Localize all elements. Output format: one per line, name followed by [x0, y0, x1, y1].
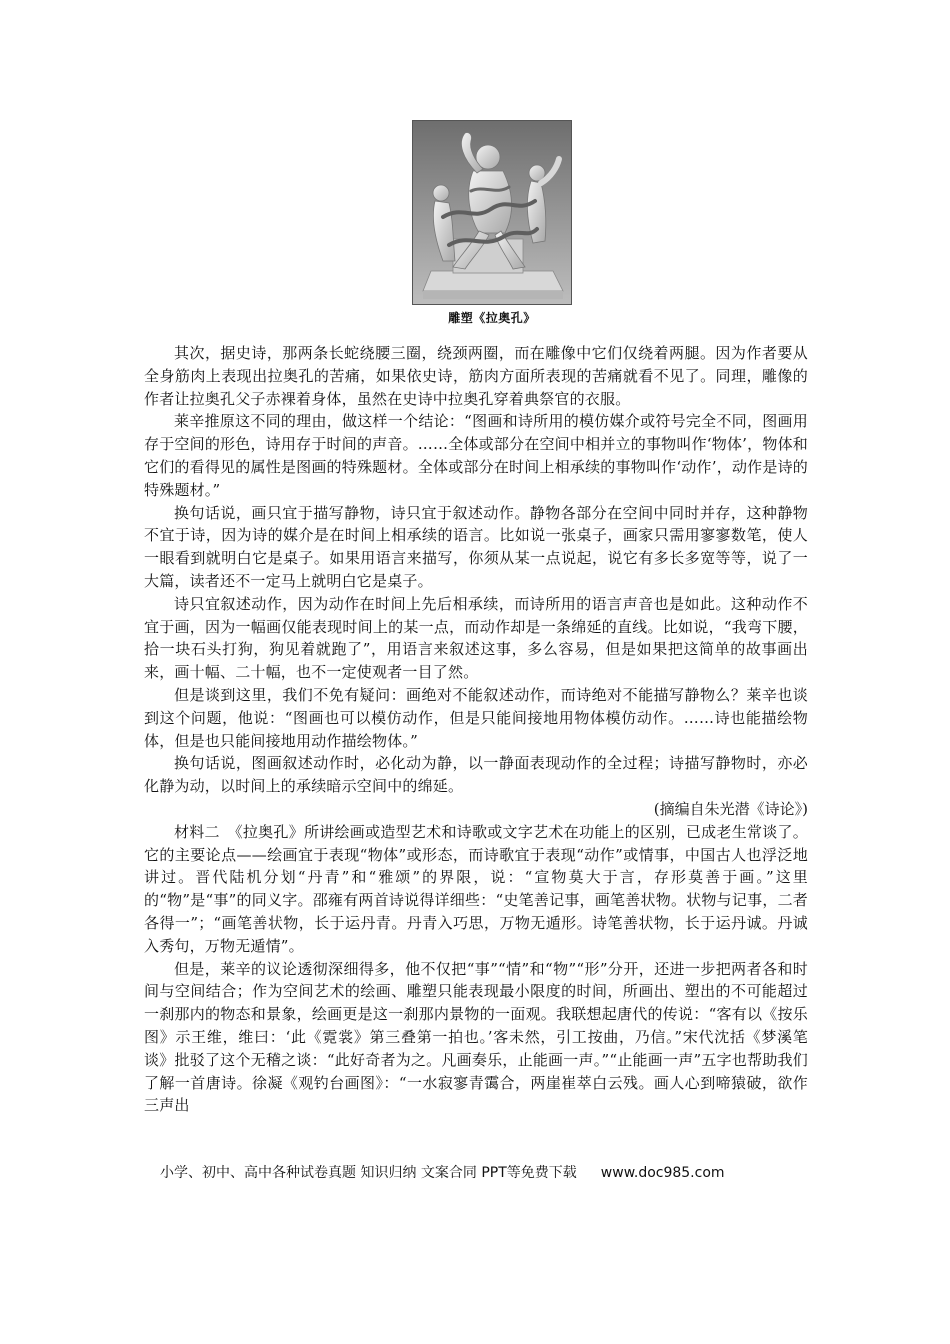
paragraph: 诗只宜叙述动作，因为动作在时间上先后相承续，而诗所用的语言声音也是如此。这种动作不宜于画，因为一幅画仅能表现时间上的某一点，而动作却是一条绵延的直线。比如说，“我弯下腰，拾一块石头打狗，狗见着就跑了”，用语言来叙述这事，多么容易，但是如果把这简单的故事画出来，画十幅、二十幅，也不一定使观者一目了然。 — [144, 594, 808, 682]
sculpture-image — [412, 120, 572, 305]
footer-text: 小学、初中、高中各种试卷真题 知识归纳 文案合同 PPT等免费下载 — [160, 1165, 577, 1181]
paragraph: 莱辛推原这不同的理由，做这样一个结论：“图画和诗所用的模仿媒介或符号完全不同，图画用存于空间的形色，诗用存于时间的声音。……全体或部分在空间中相并立的事物叫作‘物体’，物体和它们的看得见的属性是图画的特殊题材。全体或部分在时间上相承续的事物叫作‘动作’，动作是诗的特殊题材。” — [144, 412, 808, 499]
footer-url[interactable]: www.doc985.com — [600, 1165, 725, 1181]
material-two-paragraph: 材料二 《拉奥孔》所讲绘画或造型艺术和诗歌或文字艺术在功能上的区别，已成老生常谈了。它的主要论点——绘画宜于表现“物体”或形态，而诗歌宜于表现“动作”或情事，中国古人也浮泛地讲过。晋代陆机分划“丹青”和“雅颂”的界限，说：“宣物莫大于言，存形莫善于画。”这里的“物”是“事”的同义字。邵雍有两首诗说得详细些：“史笔善记事，画笔善状物。状物与记事，二者各得一”；“画笔善状物，长于运丹青。丹青入巧思，万物无遁形。诗笔善状物，长于运丹诚。丹诚入秀句，万物无遁情”。 — [144, 822, 808, 955]
paragraph: 其次，据史诗，那两条长蛇绕腰三圈，绕颈两圈，而在雕像中它们仅绕着两腿。因为作者要从全身筋肉上表现出拉奥孔的苦痛，如果依史诗，筋肉方面所表现的苦痛就看不见了。同理，雕像的作者让拉奥孔父子赤裸着身体，虽然在史诗中拉奥孔穿着典祭官的衣服。 — [144, 344, 808, 408]
paragraph: 换句话说，图画叙述动作时，必化动为静，以一静面表现动作的全过程；诗描写静物时，亦必化静为动，以时间上的承续暗示空间中的绵延。 — [144, 754, 808, 796]
paragraph: 但是谈到这里，我们不免有疑问：画绝对不能叙述动作，而诗绝对不能描写静物么？莱辛也谈到这个问题，他说：“图画也可以模仿动作，但是只能间接地用物体模仿动作。……诗也能描绘物体，但是也只能间接地用动作描绘物体。” — [144, 685, 808, 750]
article-body — [144, 342, 808, 1117]
laocoon-sculpture-icon — [413, 121, 571, 304]
source-note: (摘编自朱光潜《诗论》) — [653, 799, 808, 818]
figure — [412, 120, 572, 326]
figure-caption: 雕塑《拉奥孔》 — [448, 311, 536, 325]
material-two-paragraph: 但是，莱辛的议论透彻深细得多，他不仅把“事”“情”和“物”“形”分开，还进一步把两者各和时间与空间结合；作为空间艺术的绘画、雕塑只能表现最小限度的时间，所画出、塑出的不可能超过一刹那内的物态和景象，绘画更是这一刹那内景物的一面观。我联想起唐代的传说：“客有以《按乐图》示王维，维曰：‘此《霓裳》第三叠第一拍也。’客未然，引工按曲，乃信。”宋代沈括《梦溪笔谈》批驳了这个无稽之谈：“此好奇者为之。凡画奏乐，止能画一声。”“止能画一声”五字也帮助我们了解一首唐诗。徐凝《观钓台画图》：“一水寂寥青霭合，两崖崔萃白云残。画人心到啼猿破，欲作三声出 — [144, 959, 808, 1115]
page-footer — [160, 1162, 800, 1182]
paragraph: 换句话说，画只宜于描写静物，诗只宜于叙述动作。静物各部分在空间中同时并存，这种静物不宜于诗，因为诗的媒介是在时间上相承续的语言。比如说一张桌子，画家只需用寥寥数笔，使人一眼看到就明白它是桌子。如果用语言来描写，你须从某一点说起，说它有多长多宽等等，说了一大篇，读者还不一定马上就明白它是桌子。 — [144, 503, 808, 590]
